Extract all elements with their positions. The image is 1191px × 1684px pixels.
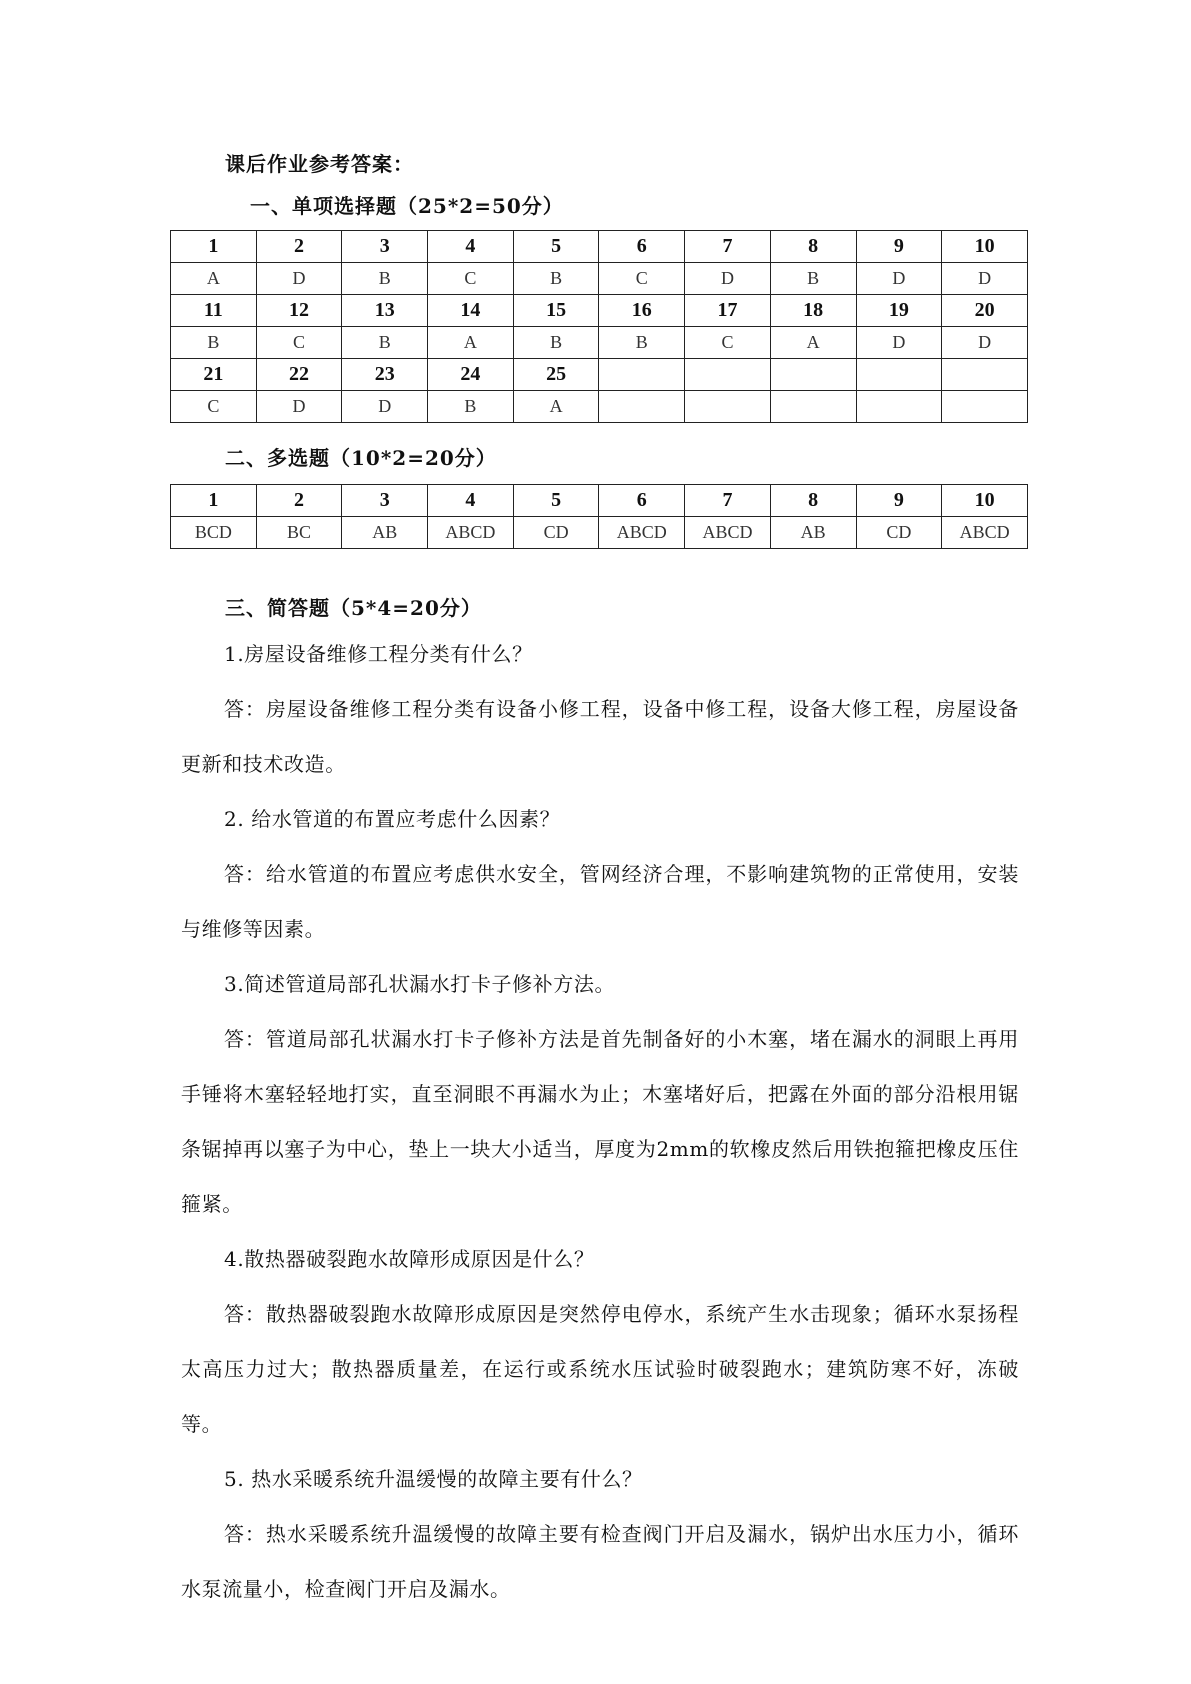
answer-cell: D bbox=[342, 391, 428, 423]
question-number-cell: 8 bbox=[770, 231, 856, 263]
answer-cell: C bbox=[256, 327, 342, 359]
question-number-cell: 7 bbox=[685, 485, 771, 517]
question-number-cell bbox=[770, 359, 856, 391]
question-number-cell: 15 bbox=[513, 295, 599, 327]
question-number-cell: 7 bbox=[685, 231, 771, 263]
question-number-cell bbox=[599, 359, 685, 391]
question-number-cell: 21 bbox=[171, 359, 257, 391]
question-number-cell bbox=[942, 359, 1028, 391]
short-answer-list bbox=[181, 627, 1019, 1617]
question-number-cell: 1 bbox=[171, 231, 257, 263]
question-number-cell bbox=[685, 359, 771, 391]
question-number-cell: 4 bbox=[428, 485, 514, 517]
single-choice-answer-table bbox=[170, 230, 1028, 423]
single-choice-answer-row bbox=[171, 327, 1028, 359]
answer-cell: B bbox=[428, 391, 514, 423]
multiple-choice-answer-table bbox=[170, 484, 1028, 549]
answer-cell: A bbox=[171, 263, 257, 295]
answer-cell: BC bbox=[256, 517, 342, 549]
answer-cell: A bbox=[428, 327, 514, 359]
question-number-cell: 12 bbox=[256, 295, 342, 327]
answer-cell: ABCD bbox=[685, 517, 771, 549]
question-3: 3.简述管道局部孔状漏水打卡子修补方法。 bbox=[224, 972, 616, 996]
question-number-cell: 5 bbox=[513, 231, 599, 263]
answer-2: 答：给水管道的布置应考虑供水安全，管网经济合理，不影响建筑物的正常使用，安装与维修等因素。 bbox=[181, 862, 1019, 941]
question-number-cell: 6 bbox=[599, 485, 685, 517]
question-number-cell: 9 bbox=[856, 485, 942, 517]
answer-cell: CD bbox=[513, 517, 599, 549]
answer-cell: B bbox=[513, 327, 599, 359]
answer-cell: D bbox=[942, 327, 1028, 359]
section-heading-short-answer: 三、简答题（5*4=20分） bbox=[225, 596, 482, 620]
question-number-cell: 5 bbox=[513, 485, 599, 517]
answer-1: 答：房屋设备维修工程分类有设备小修工程，设备中修工程，设备大修工程，房屋设备更新和技术改造。 bbox=[181, 697, 1019, 776]
question-4: 4.散热器破裂跑水故障形成原因是什么？ bbox=[224, 1247, 595, 1271]
answer-cell: A bbox=[513, 391, 599, 423]
question-number-cell: 20 bbox=[942, 295, 1028, 327]
multiple-choice-answer-row bbox=[171, 517, 1028, 549]
question-number-cell: 3 bbox=[342, 485, 428, 517]
question-number-cell: 22 bbox=[256, 359, 342, 391]
question-number-cell: 6 bbox=[599, 231, 685, 263]
question-number-cell: 13 bbox=[342, 295, 428, 327]
section-heading-single-choice: 一、单项选择题（25*2=50分） bbox=[250, 194, 564, 218]
answer-cell: D bbox=[685, 263, 771, 295]
question-number-cell: 4 bbox=[428, 231, 514, 263]
question-5: 5. 热水采暖系统升温缓慢的故障主要有什么？ bbox=[224, 1467, 643, 1491]
answer-cell: ABCD bbox=[428, 517, 514, 549]
answer-cell: C bbox=[685, 327, 771, 359]
question-number-cell: 10 bbox=[942, 485, 1028, 517]
question-number-cell: 24 bbox=[428, 359, 514, 391]
answer-cell: C bbox=[171, 391, 257, 423]
question-number-cell: 17 bbox=[685, 295, 771, 327]
answer-cell: D bbox=[856, 263, 942, 295]
question-2: 2. 给水管道的布置应考虑什么因素？ bbox=[224, 807, 561, 831]
answer-cell bbox=[856, 391, 942, 423]
question-number-cell: 8 bbox=[770, 485, 856, 517]
answer-cell bbox=[685, 391, 771, 423]
single-choice-number-row bbox=[171, 231, 1028, 263]
answer-cell: ABCD bbox=[942, 517, 1028, 549]
question-number-cell: 10 bbox=[942, 231, 1028, 263]
question-number-cell: 23 bbox=[342, 359, 428, 391]
section-heading-multiple-choice: 二、多选题（10*2=20分） bbox=[225, 446, 497, 470]
question-number-cell: 19 bbox=[856, 295, 942, 327]
question-number-cell: 1 bbox=[171, 485, 257, 517]
question-number-cell: 3 bbox=[342, 231, 428, 263]
answer-cell: B bbox=[513, 263, 599, 295]
answer-cell: B bbox=[342, 327, 428, 359]
answer-cell bbox=[770, 391, 856, 423]
single-choice-number-row bbox=[171, 295, 1028, 327]
answer-cell: B bbox=[599, 327, 685, 359]
answer-cell: BCD bbox=[171, 517, 257, 549]
question-number-cell: 14 bbox=[428, 295, 514, 327]
answer-4: 答：散热器破裂跑水故障形成原因是突然停电停水，系统产生水击现象；循环水泵扬程太高压力过大；散热器质量差，在运行或系统水压试验时破裂跑水；建筑防寒不好，冻破等。 bbox=[181, 1302, 1019, 1436]
answer-5: 答：热水采暖系统升温缓慢的故障主要有检查阀门开启及漏水，锅炉出水压力小，循环水泵流量小，检查阀门开启及漏水。 bbox=[181, 1522, 1019, 1601]
answer-cell: B bbox=[342, 263, 428, 295]
answer-3: 答：管道局部孔状漏水打卡子修补方法是首先制备好的小木塞，堵在漏水的洞眼上再用手锤将木塞轻轻地打实，直至洞眼不再漏水为止；木塞堵好后，把露在外面的部分沿根用锯条锯掉再以塞子为中心，垫上一块大小适当，厚度为2mm的软橡皮然后用铁抱箍把橡皮压住箍紧。 bbox=[181, 1027, 1019, 1216]
question-number-cell: 11 bbox=[171, 295, 257, 327]
question-number-cell: 2 bbox=[256, 231, 342, 263]
question-number-cell: 25 bbox=[513, 359, 599, 391]
single-choice-answer-row bbox=[171, 263, 1028, 295]
answer-cell: B bbox=[171, 327, 257, 359]
question-number-cell: 9 bbox=[856, 231, 942, 263]
answer-cell: ABCD bbox=[599, 517, 685, 549]
question-number-cell: 2 bbox=[256, 485, 342, 517]
answer-cell: B bbox=[770, 263, 856, 295]
question-number-cell: 18 bbox=[770, 295, 856, 327]
answer-cell bbox=[599, 391, 685, 423]
single-choice-number-row bbox=[171, 359, 1028, 391]
answer-cell: D bbox=[942, 263, 1028, 295]
question-number-cell: 16 bbox=[599, 295, 685, 327]
question-number-cell bbox=[856, 359, 942, 391]
page-title: 课后作业参考答案： bbox=[225, 152, 414, 176]
answer-cell: D bbox=[256, 263, 342, 295]
answer-cell: AB bbox=[770, 517, 856, 549]
single-choice-answer-row bbox=[171, 391, 1028, 423]
question-1: 1.房屋设备维修工程分类有什么？ bbox=[224, 642, 533, 666]
answer-cell: D bbox=[256, 391, 342, 423]
multiple-choice-number-row bbox=[171, 485, 1028, 517]
answer-cell: A bbox=[770, 327, 856, 359]
answer-cell bbox=[942, 391, 1028, 423]
answer-cell: D bbox=[856, 327, 942, 359]
answer-cell: CD bbox=[856, 517, 942, 549]
answer-cell: AB bbox=[342, 517, 428, 549]
answer-cell: C bbox=[599, 263, 685, 295]
answer-cell: C bbox=[428, 263, 514, 295]
